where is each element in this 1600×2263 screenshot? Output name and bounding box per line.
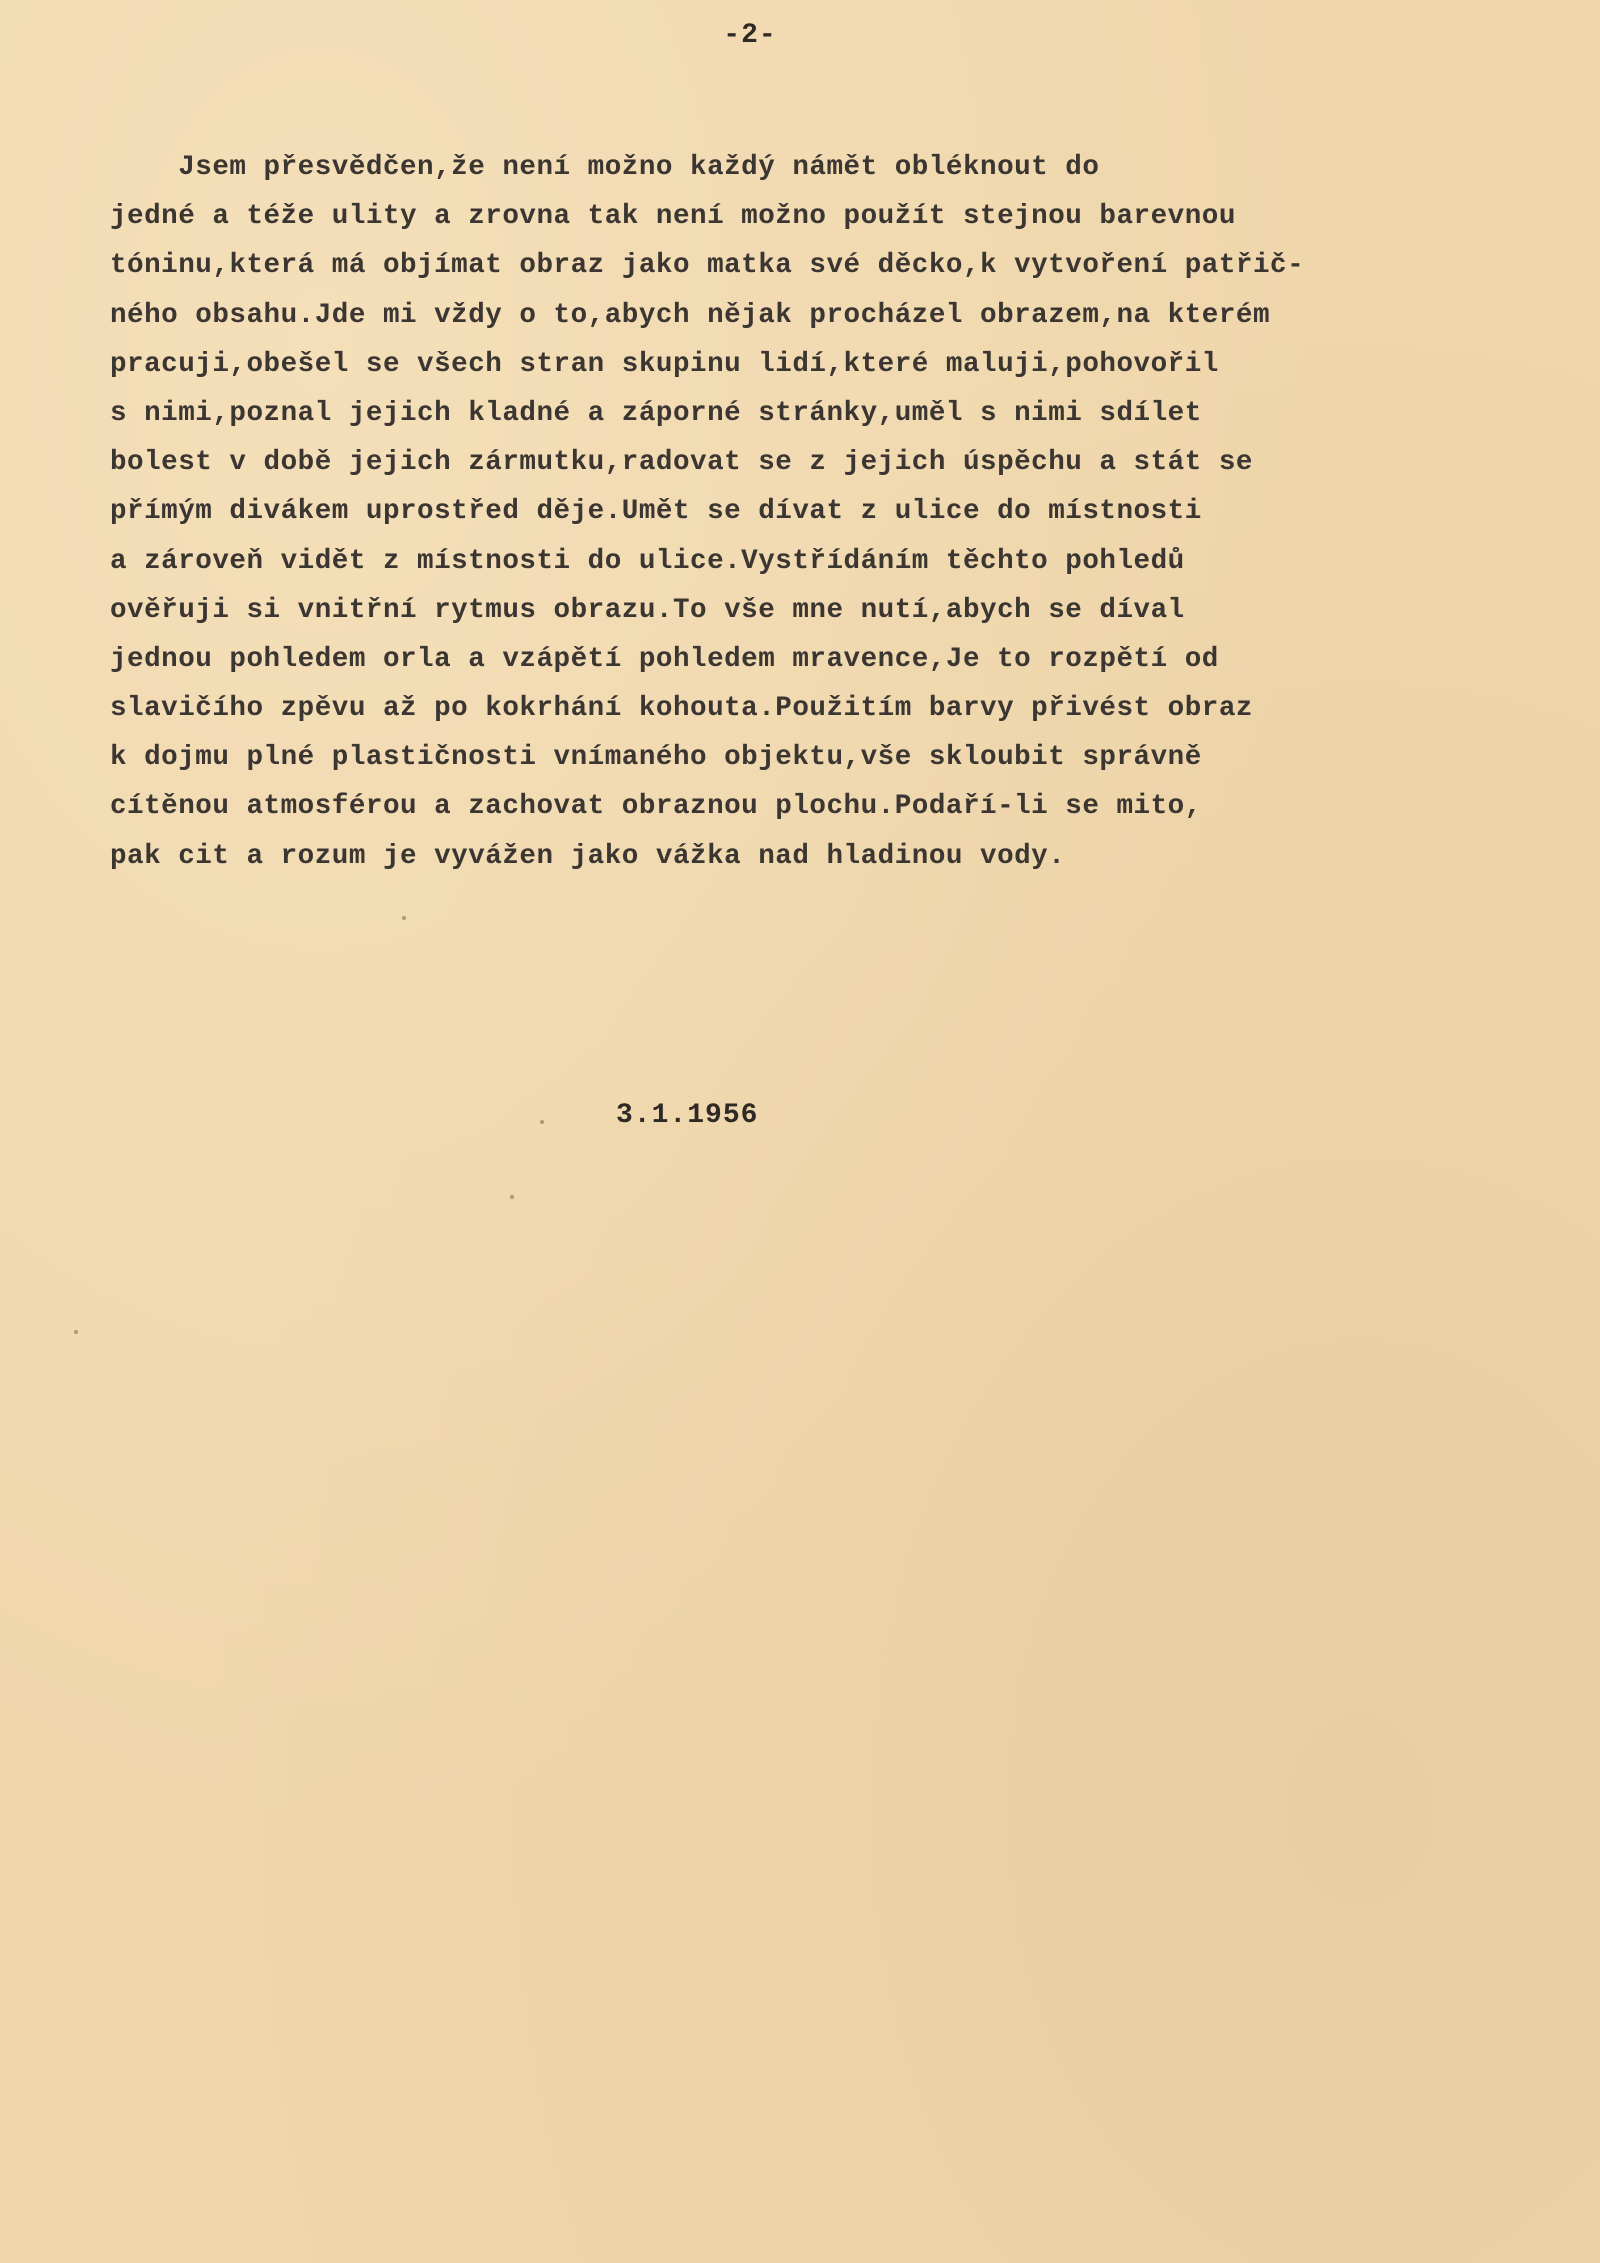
page-number: -2- [723, 20, 777, 51]
text-line: ověřuji si vnitřní rytmus obrazu.To vše mne nutí,abych se díval [110, 594, 1185, 626]
text-line: jedné a téže ulity a zrovna tak není možno použít stejnou barevnou [110, 201, 1236, 233]
text-line: ného obsahu.Jde mi vždy o to,abych nějak procházel obrazem,na kterém [110, 299, 1271, 331]
typed-paragraph [110, 143, 1450, 881]
text-line: slavičího zpěvu až po kokrhání kohouta.Použitím barvy přivést obraz [110, 693, 1253, 725]
text-line: pracuji,obešel se všech stran skupinu lidí,které maluji,pohovořil [110, 348, 1219, 380]
text-line: bolest v době jejich zármutku,radovat se z jejich úspěchu a stát se [110, 447, 1253, 479]
text-line: cítěnou atmosférou a zachovat obraznou plochu.Podaří-li se mito, [110, 791, 1202, 823]
text-line: k dojmu plné plastičnosti vnímaného objektu,vše skloubit správně [110, 742, 1202, 774]
paper-speck [510, 1195, 514, 1199]
text-line: a zároveň vidět z místnosti do ulice.Vystřídáním těchto pohledů [110, 545, 1185, 577]
text-line: s nimi,poznal jejich kladné a záporné stránky,uměl s nimi sdílet [110, 397, 1202, 429]
text-line: přímým divákem uprostřed děje.Umět se dívat z ulice do místnosti [110, 496, 1202, 528]
paper-speck [540, 1120, 544, 1124]
document-date: 3.1.1956 [616, 1100, 759, 1131]
text-line: pak cit a rozum je vyvážen jako vážka nad hladinou vody. [110, 840, 1066, 872]
text-line: Jsem přesvědčen,že není možno každý námět obléknout do [110, 152, 1100, 183]
text-line: tóninu,která má objímat obraz jako matka své děcko,k vytvoření patřič- [110, 250, 1305, 282]
text-line: jednou pohledem orla a vzápětí pohledem mravence,Je to rozpětí od [110, 643, 1219, 675]
paper-speck [402, 916, 406, 920]
paper-speck [74, 1330, 78, 1334]
